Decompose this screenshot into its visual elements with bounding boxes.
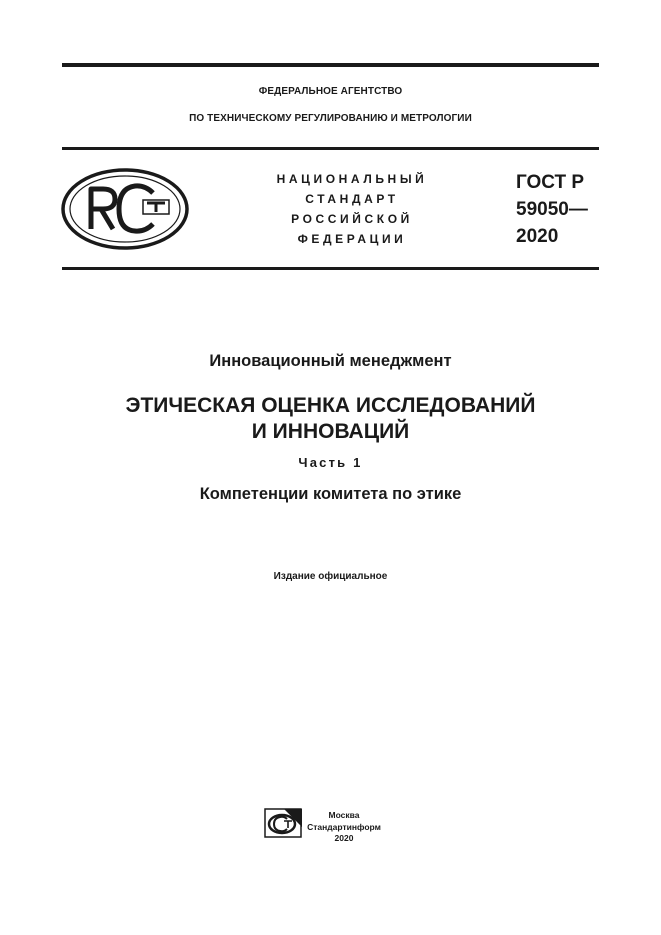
publisher-name: Стандартинформ <box>307 821 381 832</box>
rst-conformity-mark-icon <box>61 167 191 251</box>
header-rule <box>62 147 599 150</box>
document-title-line-2: И ИННОВАЦИЙ <box>251 420 410 443</box>
publisher-year: 2020 <box>334 833 354 843</box>
document-subtitle: Инновационный менеджмент <box>209 352 452 370</box>
agency-line-1: ФЕДЕРАЛЬНОЕ АГЕНТСТВО <box>258 86 403 97</box>
document-part: Часть 1 <box>298 455 363 470</box>
standard-line-2: СТАНДАРТ <box>305 192 399 206</box>
standartinform-logo-icon <box>264 806 304 840</box>
document-part-title: Компетенции комитета по этике <box>199 485 462 503</box>
gost-designation-2: 59050— <box>516 199 588 220</box>
standard-line-1: НАЦИОНАЛЬНЫЙ <box>276 172 428 186</box>
standard-line-4: ФЕДЕРАЦИИ <box>297 232 407 246</box>
standard-line-3: РОССИЙСКОЙ <box>291 212 413 226</box>
gost-designation-1: ГОСТ Р <box>516 172 585 193</box>
document-title-line-1: ЭТИЧЕСКАЯ ОЦЕНКА ИССЛЕДОВАНИЙ <box>125 394 536 417</box>
gost-designation-3: 2020 <box>516 226 559 247</box>
agency-line-2: ПО ТЕХНИЧЕСКОМУ РЕГУЛИРОВАНИЮ И МЕТРОЛОГИИ <box>189 113 472 124</box>
top-rule <box>62 63 599 67</box>
standard-rule <box>62 267 599 270</box>
edition-label: Издание официальное <box>273 571 388 582</box>
publisher-city: Москва <box>328 810 360 820</box>
